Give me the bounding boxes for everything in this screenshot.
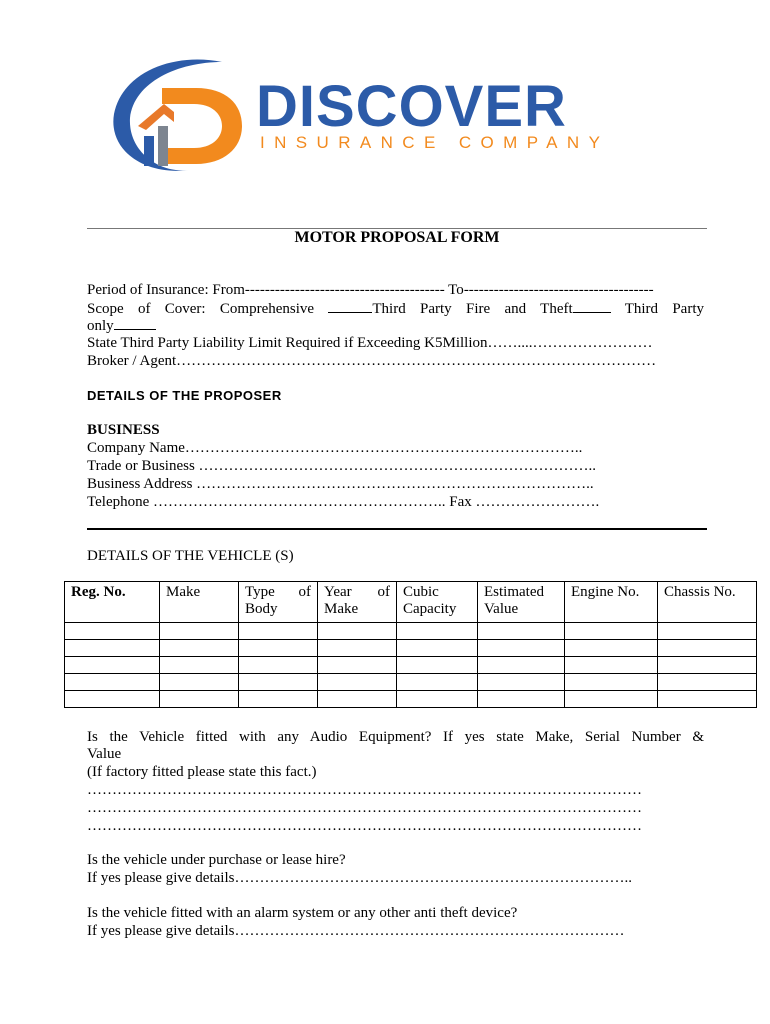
- table-cell[interactable]: [318, 640, 397, 657]
- audio-answer-line[interactable]: …………………………………………………………………………………………………: [87, 818, 642, 834]
- audio-answer-line[interactable]: …………………………………………………………………………………………………: [87, 782, 642, 798]
- col-type-line2: Body: [245, 601, 278, 617]
- tp-only-blank[interactable]: [114, 317, 156, 330]
- table-cell[interactable]: [239, 623, 318, 640]
- vehicle-heading: DETAILS OF THE VEHICLE (S): [87, 548, 294, 564]
- col-estimated-value: [478, 582, 565, 623]
- telephone-fax-field[interactable]: Telephone ………………………………………………….. Fax …………………….: [87, 494, 600, 510]
- lease-details-field[interactable]: If yes please give details……………………………………………………………………..: [87, 870, 632, 886]
- comprehensive-blank[interactable]: [328, 300, 372, 313]
- table-cell[interactable]: [565, 674, 658, 691]
- col-make: Make: [160, 582, 239, 623]
- table-cell[interactable]: [478, 691, 565, 708]
- trade-field[interactable]: Trade or Business ……………………………………………………………………..: [87, 458, 597, 474]
- col-reg-no: Reg. No.: [65, 582, 160, 623]
- table-cell[interactable]: [565, 657, 658, 674]
- table-cell[interactable]: [160, 640, 239, 657]
- table-row: [65, 623, 757, 640]
- table-cell[interactable]: [318, 623, 397, 640]
- table-cell[interactable]: [239, 657, 318, 674]
- table-cell[interactable]: [318, 691, 397, 708]
- divider: [87, 528, 707, 530]
- audio-factory-note: (If factory fitted please state this fact.): [87, 764, 317, 780]
- table-cell[interactable]: [65, 657, 160, 674]
- logo-tagline: INSURANCE COMPANY: [260, 133, 610, 152]
- table-cell[interactable]: [658, 657, 757, 674]
- table-row: [65, 657, 757, 674]
- alarm-details-field[interactable]: If yes please give details……………………………………………………………………: [87, 923, 625, 939]
- form-title: MOTOR PROPOSAL FORM: [294, 229, 500, 246]
- table-cell[interactable]: [397, 623, 478, 640]
- table-cell[interactable]: [239, 640, 318, 657]
- table-cell[interactable]: [658, 691, 757, 708]
- table-cell[interactable]: [160, 623, 239, 640]
- table-cell[interactable]: [65, 691, 160, 708]
- col-cubic-capacity: [397, 582, 478, 623]
- col-year-line1: Year of: [324, 584, 390, 600]
- period-of-insurance: [87, 282, 654, 300]
- table-cell[interactable]: [658, 623, 757, 640]
- col-engine-no: Engine No.: [565, 582, 658, 623]
- liability-limit[interactable]: State Third Party Liability Limit Required if Exceeding K5Million……....……………………: [87, 335, 653, 351]
- audio-answer-line[interactable]: …………………………………………………………………………………………………: [87, 800, 642, 816]
- table-cell[interactable]: [565, 623, 658, 640]
- table-cell[interactable]: [239, 674, 318, 691]
- proposer-heading: DETAILS OF THE PROPOSER: [87, 388, 282, 403]
- scope-only-line: [87, 317, 156, 336]
- table-cell[interactable]: [478, 674, 565, 691]
- period-from-field[interactable]: ----------------------------------------: [244, 282, 445, 298]
- table-cell[interactable]: [397, 657, 478, 674]
- logo-emblem-icon: [104, 52, 264, 180]
- alarm-question: Is the vehicle fitted with an alarm system or any other anti theft device?: [87, 905, 518, 921]
- scope-of-cover: [87, 300, 704, 319]
- broker-agent[interactable]: Broker / Agent……………………………………………………………………………………: [87, 353, 657, 369]
- company-logo: [104, 52, 634, 180]
- col-est-line1: Estimated: [484, 584, 544, 600]
- table-cell[interactable]: [239, 691, 318, 708]
- table-cell[interactable]: [318, 657, 397, 674]
- table-row: [65, 640, 757, 657]
- col-type-line1: Type of: [245, 584, 311, 600]
- col-cubic-line2: Capacity: [403, 601, 457, 617]
- col-year-line2: Make: [324, 601, 359, 617]
- table-cell[interactable]: [478, 623, 565, 640]
- vehicle-table: [64, 581, 757, 708]
- table-cell[interactable]: [478, 657, 565, 674]
- audio-question-cont: Value: [87, 746, 122, 762]
- col-cubic-line1: Cubic: [403, 584, 439, 600]
- col-year-of-make: [318, 582, 397, 623]
- table-cell[interactable]: [658, 640, 757, 657]
- table-cell[interactable]: [160, 657, 239, 674]
- period-to-field[interactable]: --------------------------------------: [463, 282, 654, 298]
- period-label: Period of Insurance: From: [87, 282, 245, 298]
- table-cell[interactable]: [160, 691, 239, 708]
- col-est-line2: Value: [484, 601, 519, 617]
- company-name-field[interactable]: Company Name……………………………………………………………………..: [87, 440, 583, 456]
- scope-label: Scope of Cover: Comprehensive: [87, 301, 315, 317]
- table-cell[interactable]: [65, 623, 160, 640]
- table-cell[interactable]: [65, 640, 160, 657]
- table-cell[interactable]: [318, 674, 397, 691]
- table-cell[interactable]: [397, 640, 478, 657]
- col-type-of-body: [239, 582, 318, 623]
- tpft-blank[interactable]: [573, 300, 611, 313]
- lease-question: Is the vehicle under purchase or lease hire?: [87, 852, 346, 868]
- vehicle-table-header: [65, 582, 757, 623]
- tp-label: Third Party: [624, 301, 704, 317]
- table-row: [65, 691, 757, 708]
- table-cell[interactable]: [65, 674, 160, 691]
- table-cell[interactable]: [478, 640, 565, 657]
- period-to-label: To: [444, 282, 464, 298]
- audio-question: Is the Vehicle fitted with any Audio Equipment? If yes state Make, Serial Number &: [87, 729, 704, 745]
- tp-only-label: only: [87, 318, 114, 334]
- table-row: [65, 674, 757, 691]
- logo-brand-text: DISCOVER: [256, 74, 567, 139]
- table-cell[interactable]: [397, 674, 478, 691]
- table-cell[interactable]: [160, 674, 239, 691]
- tpft-label: Third Party Fire and Theft: [372, 301, 573, 317]
- table-cell[interactable]: [565, 691, 658, 708]
- col-chassis-no: Chassis No.: [658, 582, 757, 623]
- table-cell[interactable]: [565, 640, 658, 657]
- table-cell[interactable]: [397, 691, 478, 708]
- table-cell[interactable]: [658, 674, 757, 691]
- business-address-field[interactable]: Business Address ……………………………………………………………………..: [87, 476, 594, 492]
- business-heading: BUSINESS: [87, 422, 160, 438]
